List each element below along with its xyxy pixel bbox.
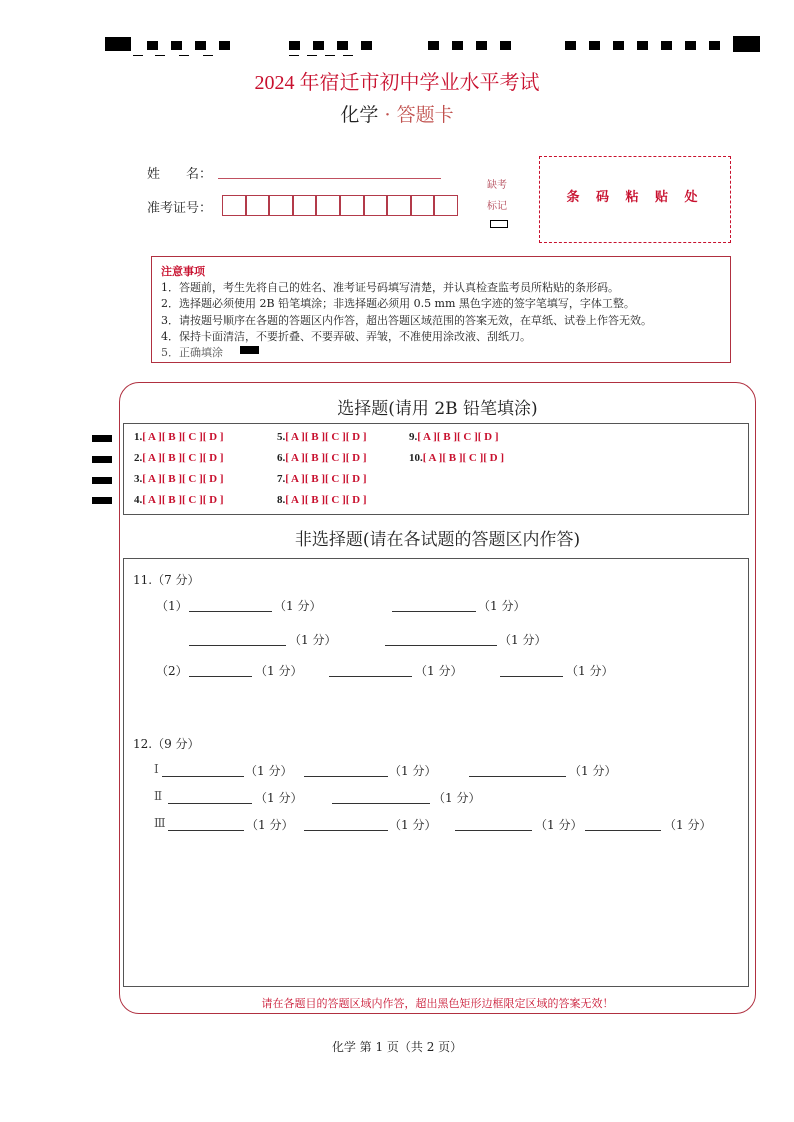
exam-title: 2024 年宿迁市初中学业水平考试	[254, 72, 540, 94]
q12-row-label: Ⅰ	[154, 762, 159, 776]
dot: ·	[384, 104, 391, 126]
score-label: （1 分）	[664, 818, 712, 832]
question-number: 5.	[277, 431, 286, 443]
option-bubble[interactable]: [ C ]	[456, 431, 478, 443]
q12-row-label: Ⅱ	[154, 789, 163, 803]
choice-question	[277, 431, 367, 443]
option-bubble[interactable]: [ D ]	[202, 452, 224, 464]
subject: 化学	[340, 104, 379, 126]
answer-blank[interactable]	[189, 645, 286, 646]
question-number: 4.	[134, 494, 143, 506]
option-bubble[interactable]: [ D ]	[202, 431, 224, 443]
option-bubble[interactable]: [ C ]	[181, 494, 203, 506]
option-bubble[interactable]: [ B ]	[304, 431, 325, 443]
answer-area-warning: 请在各题目的答题区域内作答，超出黑色矩形边框限定区域的答案无效！	[261, 997, 614, 1010]
answer-blank[interactable]	[332, 803, 430, 804]
option-bubble[interactable]: [ B ]	[161, 473, 182, 485]
name-field[interactable]	[218, 178, 441, 179]
timing-mark	[92, 456, 112, 463]
score-label: （1 分）	[255, 791, 303, 805]
timing-mark	[92, 497, 112, 504]
card-subtitle	[0, 100, 794, 127]
barcode-area	[539, 156, 731, 243]
option-bubble[interactable]: [ A ]	[142, 452, 162, 464]
option-bubble[interactable]: [ A ]	[285, 452, 305, 464]
answer-blank[interactable]	[500, 676, 563, 677]
question-number: 6.	[277, 452, 286, 464]
page-footer: 化学 第 1 页（共 2 页）	[331, 1040, 463, 1054]
option-bubble[interactable]: [ A ]	[142, 431, 162, 443]
nonchoice-heading: 非选择题(请在各试题的答题区内作答)	[294, 530, 581, 550]
answer-blank[interactable]	[385, 645, 497, 646]
option-bubble[interactable]: [ B ]	[161, 431, 182, 443]
option-bubble[interactable]: [ C ]	[324, 431, 346, 443]
option-bubble[interactable]: [ A ]	[417, 431, 437, 443]
option-bubble[interactable]: [ B ]	[442, 452, 463, 464]
choice-question	[134, 494, 224, 506]
option-bubble[interactable]: [ A ]	[142, 473, 162, 485]
answer-blank[interactable]	[162, 776, 244, 777]
option-bubble[interactable]: [ D ]	[202, 473, 224, 485]
option-bubble[interactable]: [ A ]	[422, 452, 443, 464]
question-number: 3.	[134, 473, 143, 485]
score-label: （1 分）	[569, 764, 617, 778]
score-label: （1 分）	[245, 764, 293, 778]
option-bubble[interactable]: [ A ]	[285, 494, 305, 506]
answer-blank[interactable]	[392, 611, 476, 612]
answer-blank[interactable]	[469, 776, 566, 777]
question-number: 8.	[277, 494, 286, 506]
answer-blank[interactable]	[329, 676, 412, 677]
answer-blank[interactable]	[168, 830, 244, 831]
absent-mark-box[interactable]	[490, 220, 508, 228]
question-number: 1.	[134, 431, 143, 443]
answer-blank[interactable]	[304, 776, 388, 777]
note-item: 1．答题前，考生先将自己的姓名、准考证号码填写清楚，并认真检查监考员所粘贴的条形码。	[161, 281, 619, 294]
option-bubble[interactable]: [ D ]	[345, 494, 367, 506]
absent-label-2: 标记	[487, 201, 507, 212]
option-bubble[interactable]: [ B ]	[436, 431, 457, 443]
score-label: （1 分）	[499, 633, 547, 647]
answer-blank[interactable]	[585, 830, 661, 831]
choice-heading: 选择题(请用 2B 铅笔填涂)	[337, 399, 538, 419]
choice-question	[409, 452, 504, 464]
q12-row-label: Ⅲ	[154, 816, 166, 830]
q12-title: 12.（9 分）	[133, 737, 200, 751]
answer-blank[interactable]	[189, 676, 252, 677]
option-bubble[interactable]: [ B ]	[304, 494, 325, 506]
answer-blank[interactable]	[189, 611, 272, 612]
score-label: （1 分）	[433, 791, 481, 805]
score-label: （1 分）	[389, 764, 437, 778]
option-bubble[interactable]: [ C ]	[324, 452, 346, 464]
option-bubble[interactable]: [ B ]	[161, 452, 182, 464]
option-bubble[interactable]: [ C ]	[324, 494, 346, 506]
score-label: （1 分）	[535, 818, 583, 832]
option-bubble[interactable]: [ D ]	[202, 494, 224, 506]
option-bubble[interactable]: [ B ]	[304, 452, 325, 464]
score-label: （1 分）	[246, 818, 294, 832]
option-bubble[interactable]: [ B ]	[161, 494, 182, 506]
score-label: （1 分）	[415, 664, 463, 678]
choice-question	[134, 452, 224, 464]
score-label: （1 分）	[255, 664, 303, 678]
choice-question	[277, 452, 367, 464]
option-bubble[interactable]: [ C ]	[181, 431, 203, 443]
option-bubble[interactable]: [ A ]	[285, 473, 305, 485]
choice-question	[409, 431, 499, 443]
option-bubble[interactable]: [ C ]	[181, 452, 203, 464]
option-bubble[interactable]: [ C ]	[324, 473, 346, 485]
choice-question	[277, 473, 367, 485]
question-number: 2.	[134, 452, 143, 464]
choice-question	[277, 494, 367, 506]
question-number: 10.	[409, 452, 423, 464]
answer-blank[interactable]	[168, 803, 252, 804]
note-item: 2．选择题必须使用 2B 铅笔填涂；非选择题必须用 0.5 mm 黑色字迹的签字笔填写，字体工整。	[161, 297, 635, 310]
score-label: （1 分）	[389, 818, 437, 832]
option-bubble[interactable]: [ D ]	[483, 452, 505, 464]
id-label: 准考证号：	[147, 201, 213, 216]
note-item: 5．正确填涂	[161, 346, 223, 359]
card-label: 答题卡	[396, 104, 454, 126]
score-label: （1 分）	[289, 633, 337, 647]
notes-title: 注意事项	[161, 265, 205, 278]
option-bubble[interactable]: [ C ]	[181, 473, 203, 485]
option-bubble[interactable]: [ A ]	[142, 494, 162, 506]
barcode-label: 条 码 粘 贴 处	[566, 190, 704, 205]
question-number: 7.	[277, 473, 286, 485]
score-label: （1 分）	[478, 599, 526, 613]
answer-blank[interactable]	[455, 830, 532, 831]
choice-question	[134, 431, 224, 443]
note-item: 3．请按题号顺序在各题的答题区内作答，超出答题区域范围的答案无效，在草纸、试卷上作答无效。	[161, 314, 652, 327]
option-bubble[interactable]: [ A ]	[285, 431, 305, 443]
q11-part2: （2）	[156, 664, 188, 678]
option-bubble[interactable]: [ B ]	[304, 473, 325, 485]
timing-mark	[92, 477, 112, 484]
option-bubble[interactable]: [ D ]	[477, 431, 499, 443]
option-bubble[interactable]: [ D ]	[345, 473, 367, 485]
question-number: 9.	[409, 431, 418, 443]
score-label: （1 分）	[274, 599, 322, 613]
option-bubble[interactable]: [ C ]	[462, 452, 484, 464]
score-label: （1 分）	[566, 664, 614, 678]
absent-label-1: 缺考	[487, 180, 507, 191]
answer-blank[interactable]	[304, 830, 388, 831]
name-label: 姓 名：	[147, 167, 213, 182]
option-bubble[interactable]: [ D ]	[345, 431, 367, 443]
choice-question	[134, 473, 224, 485]
q11-part1: （1）	[156, 599, 188, 613]
q11-title: 11.（7 分）	[133, 573, 200, 587]
note-item: 4．保持卡面清洁，不要折叠、不要弄破、弄皱，不准使用涂改液、刮纸刀。	[161, 330, 531, 343]
fill-example	[240, 346, 259, 354]
option-bubble[interactable]: [ D ]	[345, 452, 367, 464]
timing-mark	[92, 435, 112, 442]
